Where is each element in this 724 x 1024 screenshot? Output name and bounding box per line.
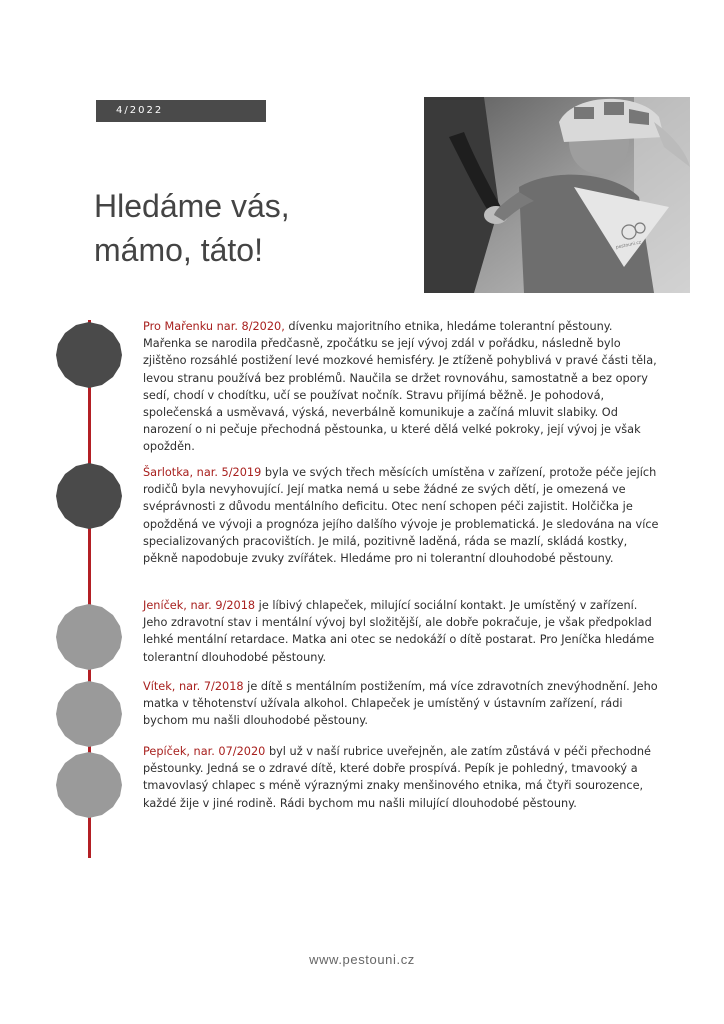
timeline-node-3 <box>56 604 122 670</box>
entry-pepicek <box>143 743 663 812</box>
footer-url[interactable]: www.pestouni.cz <box>309 952 415 967</box>
timeline-node-2 <box>56 463 122 529</box>
entry-lead: Vítek, nar. 7/2018 <box>143 680 244 693</box>
entry-jenicek <box>143 597 663 666</box>
entry-lead: Jeníček, nar. 9/2018 <box>143 599 256 612</box>
entry-vitek <box>143 678 663 730</box>
issue-badge: 4/2022 <box>96 100 266 122</box>
timeline-node-4 <box>56 681 122 747</box>
entry-lead: Šarlotka, nar. 5/2019 <box>143 466 262 479</box>
entry-lead: Pepíček, nar. 07/2020 <box>143 745 266 758</box>
timeline-node-5 <box>56 752 122 818</box>
entry-lead: Pro Mařenku nar. 8/2020, <box>143 320 285 333</box>
photo-illustration <box>424 97 690 293</box>
scarf-text: pestouni.cz <box>615 240 642 251</box>
entry-text: byla ve svých třech měsících umístěna v zařízení, protože péče jejích rodičů byla nevyhovující. Její matka nemá u sebe žádné ze svých dětí, je omezená ve svéprávnosti z důvodu mentálního deficitu. Otec není schopen péči zajistit. Holčička je opožděná ve vývoji a prognóza jejího dalšího vývoje je problematická. Je sledována na více specializovaných pracovištích. Je milá, pozitivně laděná, ráda se mazlí, skládá kostky, pěkně napodobuje zvuky zvířátek. Hledáme pro ni tolerantní dlouhodobé pěstouny. <box>143 466 659 566</box>
header-photo <box>424 97 690 293</box>
timeline-node-1 <box>56 322 122 388</box>
title-line-1: Hledáme vás, <box>94 188 290 224</box>
entry-sarlotka <box>143 464 663 567</box>
entry-text: dívenku majoritního etnika, hledáme tolerantní pěstouny. Mařenka se narodila předčasně, zpočátku se její vývoj zdál v pořádku, následně bylo zjištěno rozsáhlé postižení levé mozkové hemisféry. Je ztíženě pohyblivá v pravé části těla, levou stranu používá bez problémů. Naučila se držet rovnováhu, samostatně a bez opory sedí, chodí v chodítku, učí se používat nočník. Stravu přijímá běžně. Je pohodová, společenská a usměvavá, výská, neverbálně komunikuje a začíná mluvit slabiky. Od narození o ni pečuje přechodná pěstounka, u které dělá velké pokroky, její vývoj je však opožděn. <box>143 320 657 454</box>
entry-text: je dítě s mentálním postižením, má více zdravotních znevýhodnění. Jeho matka v těhotenství užívala alkohol. Chlapeček je umístěný v ústavním zařízení, rádi bychom mu našli dlouhodobé pěstouny. <box>143 680 658 728</box>
entry-marenka <box>143 318 663 456</box>
title-line-2: mámo, táto! <box>94 232 263 268</box>
entry-text: byl už v naší rubrice uveřejněn, ale zatím zůstává v péči přechodné pěstounky. Jedná se o zdravé dítě, které dobře prospívá. Pepík je pohledný, tmavooký a tmavovlasý chlapec s méně výraznými znaky menšinového etnika, má čtyři sourozence, každé žije v jiné rodině. Rádi bychom mu našli milující dlouhodobé pěstouny. <box>143 745 651 810</box>
entry-text: je líbivý chlapeček, milující sociální kontakt. Je umístěný v zařízení. Jeho zdravotní stav i mentální vývoj byl složitější, ale dobře pokračuje, je však předpoklad lehké mentální retardace. Matka ani otec se nedokáží o dítě postarat. Pro Jeníčka hledáme tolerantní dlouhodobé pěstouny. <box>143 599 655 664</box>
page-title <box>94 184 290 272</box>
